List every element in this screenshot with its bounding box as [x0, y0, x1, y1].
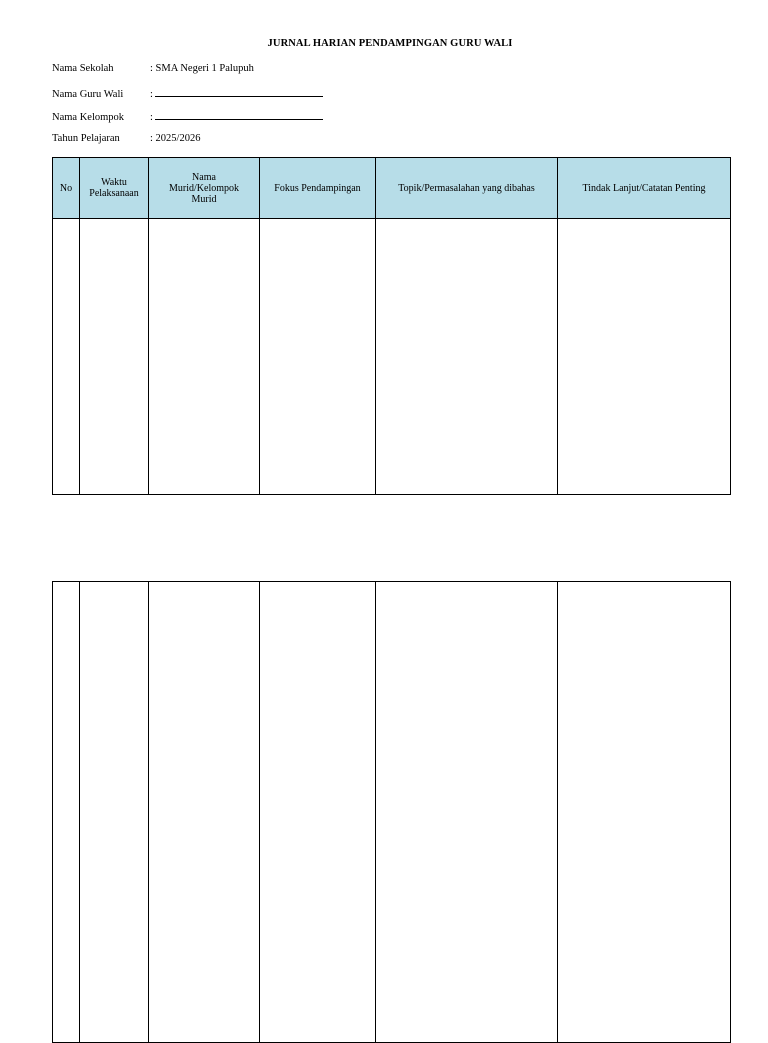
info-value-teacher: : [150, 89, 153, 100]
info-row-year [52, 132, 200, 146]
table-cell-topic[interactable] [376, 582, 558, 1043]
info-label-group: Nama Kelompok [52, 112, 125, 123]
column-header-student: Nama Murid/Kelompok Murid [149, 158, 260, 219]
column-header-followup: Tindak Lanjut/Catatan Penting [558, 158, 731, 219]
document-title: JURNAL HARIAN PENDAMPINGAN GURU WALI [267, 38, 513, 49]
info-label-school: Nama Sekolah [52, 63, 114, 74]
info-row-group [52, 109, 323, 123]
journal-table-continued [52, 581, 731, 1043]
group-blank-line [155, 109, 323, 120]
table-row [53, 582, 731, 1043]
table-cell-focus[interactable] [260, 219, 376, 495]
info-label-teacher: Nama Guru Wali [52, 89, 124, 100]
journal-table [52, 157, 731, 495]
info-value-school: : SMA Negeri 1 Palupuh [150, 63, 254, 74]
table-cell-no[interactable] [53, 582, 80, 1043]
info-value-group: : [150, 112, 153, 123]
info-label-year: Tahun Pelajaran [52, 133, 120, 144]
table-cell-focus[interactable] [260, 582, 376, 1043]
column-header-focus: Fokus Pendampingan [260, 158, 376, 219]
table-cell-student[interactable] [149, 582, 260, 1043]
info-value-year: : 2025/2026 [150, 133, 201, 144]
table-cell-time[interactable] [80, 582, 149, 1043]
column-header-time: Waktu Pelaksanaan [80, 158, 149, 219]
column-header-topic: Topik/Permasalahan yang dibahas [376, 158, 558, 219]
table-cell-student[interactable] [149, 219, 260, 495]
column-header-no: No [53, 158, 80, 219]
table-cell-followup[interactable] [558, 582, 731, 1043]
table-cell-no[interactable] [53, 219, 80, 495]
info-row-teacher [52, 86, 323, 100]
table-cell-topic[interactable] [376, 219, 558, 495]
info-row-school [52, 62, 254, 76]
table-cell-followup[interactable] [558, 219, 731, 495]
teacher-blank-line [155, 86, 323, 97]
table-row [53, 219, 731, 495]
table-cell-time[interactable] [80, 219, 149, 495]
table-header-row [53, 158, 731, 219]
